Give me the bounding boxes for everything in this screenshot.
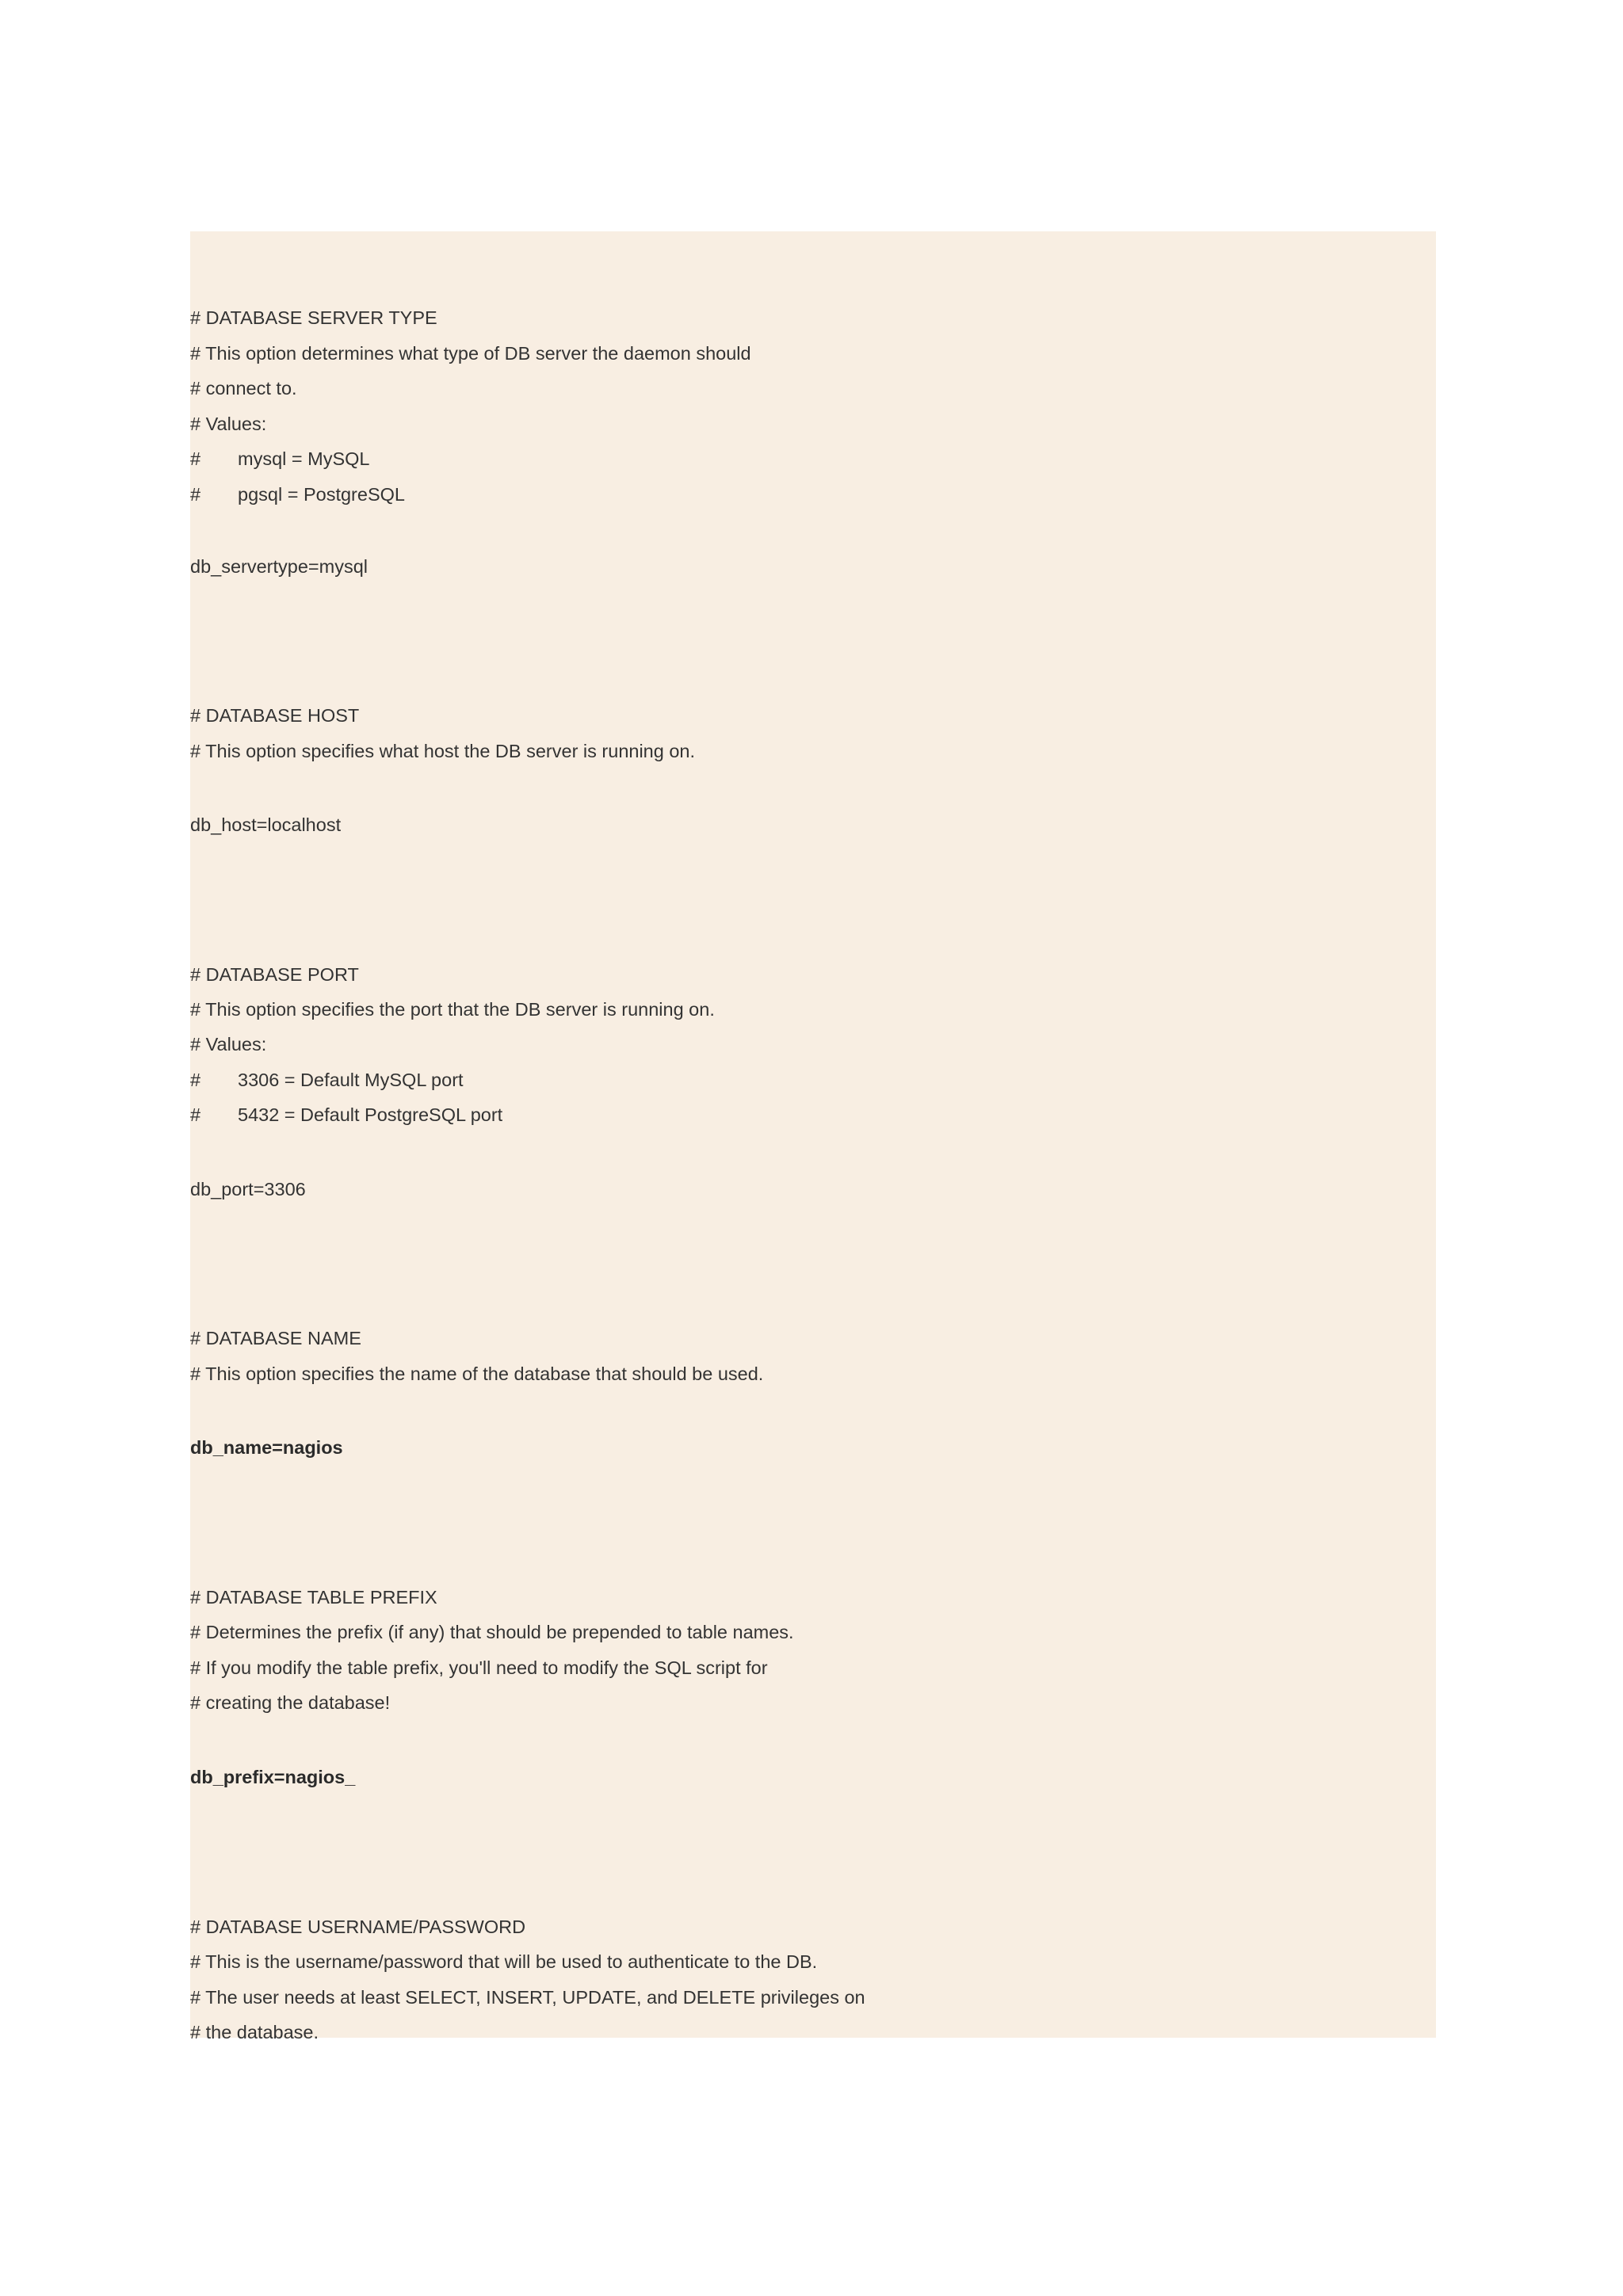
prefix-desc-2: # If you modify the table prefix, you'll need to modify the SQL script for [190,1657,768,1678]
prefix-heading: # DATABASE TABLE PREFIX [190,1587,437,1608]
name-setting: db_name=nagios [190,1437,343,1458]
prefix-setting: db_prefix=nagios_ [190,1767,356,1787]
port-setting: db_port=3306 [190,1179,306,1199]
servertype-desc-3: # Values: [190,414,267,434]
userpass-desc-3: # the database. [190,2022,319,2042]
userpass-heading: # DATABASE USERNAME/PASSWORD [190,1917,526,1937]
name-heading: # DATABASE NAME [190,1328,361,1348]
host-desc-1: # This option specifies what host the DB server is running on. [190,741,696,761]
port-desc-2: # Values: [190,1034,267,1055]
servertype-heading: # DATABASE SERVER TYPE [190,307,437,328]
prefix-desc-1: # Determines the prefix (if any) that should be prepended to table names. [190,1622,794,1642]
servertype-value-pgsql-text: pgsql = PostgreSQL [238,484,405,505]
port-desc-1: # This option specifies the port that the DB server is running on. [190,999,715,1020]
host-setting: db_host=localhost [190,814,342,835]
port-value-mysql: # 3306 = Default MySQL port [190,1070,464,1090]
userpass-desc-2: # The user needs at least SELECT, INSERT, UPDATE, and DELETE privileges on [190,1987,865,2008]
userpass-desc-1: # This is the username/password that will be used to authenticate to the DB. [190,1951,818,1972]
port-value-pgsql: # 5432 = Default PostgreSQL port [190,1104,503,1125]
servertype-desc-1: # This option determines what type of DB server the daemon should [190,343,751,364]
servertype-value-mysql-text: mysql = MySQL [238,448,370,469]
port-value-mysql-text: 3306 = Default MySQL port [238,1070,464,1090]
port-value-pgsql-text: 5432 = Default PostgreSQL port [238,1104,503,1125]
port-heading: # DATABASE PORT [190,964,359,985]
servertype-value-mysql: # mysql = MySQL [190,448,370,469]
servertype-value-pgsql: # pgsql = PostgreSQL [190,484,405,505]
servertype-setting: db_servertype=mysql [190,556,369,577]
host-heading: # DATABASE HOST [190,705,360,726]
prefix-desc-3: # creating the database! [190,1692,391,1713]
name-desc-1: # This option specifies the name of the database that should be used. [190,1363,764,1384]
servertype-desc-2: # connect to. [190,378,297,399]
